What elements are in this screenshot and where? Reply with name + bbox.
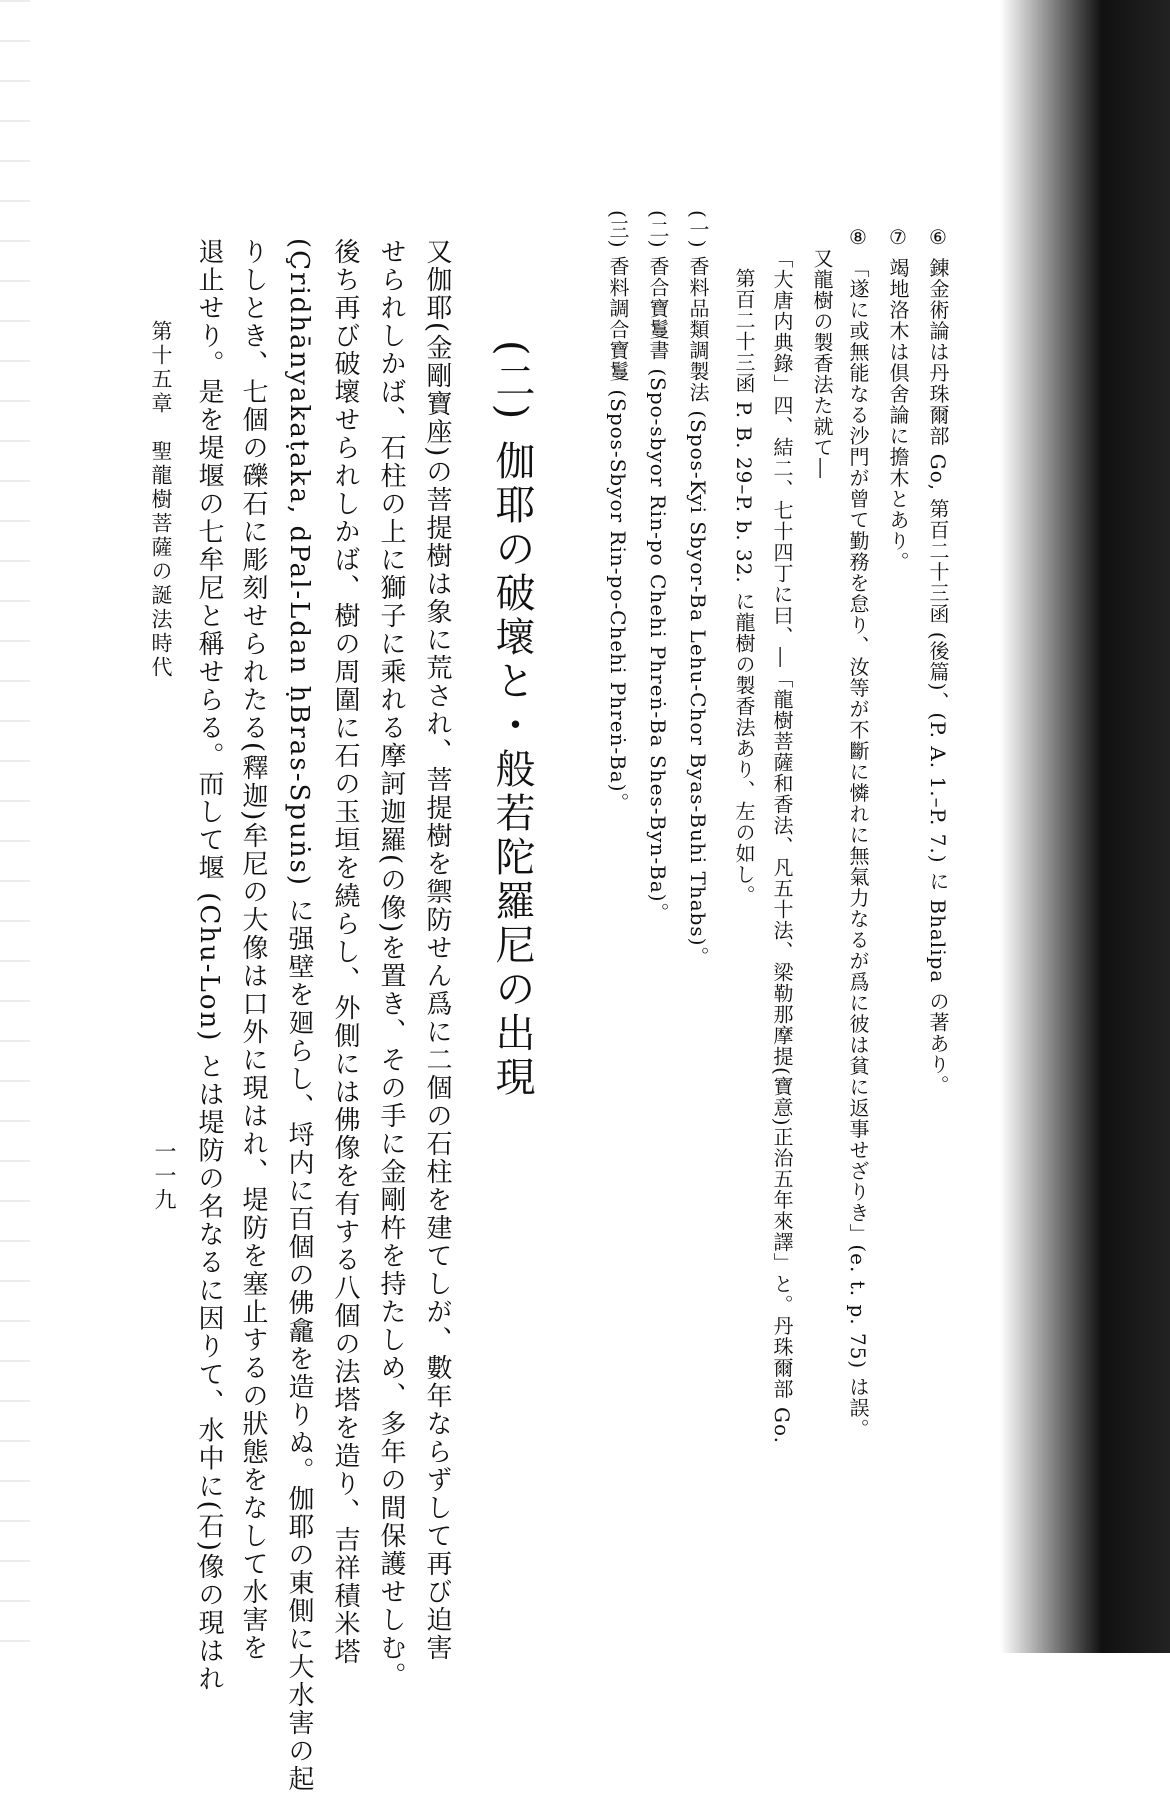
running-footer-chapter: 第十五章 聖龍樹菩薩の誕法時代 (149, 320, 173, 680)
body-line-4: (Çridhānyakaṭaka, dPal-Ldan ḥBras-Spuṅs) に强壁を廻らし、埒内に百個の佛龕を造りぬ。伽耶の東側に大水害の起 (284, 238, 314, 1793)
incense-title-1: (一) 香料品類調製法 (Spos-Kyi Sbyor-Ba Lehu-Chor Byas-Buhi Thabs)。 (686, 210, 710, 968)
body-line-6: 退止せり。是を堤堰の七牟尼と稱せらる。而して堰 (Chu-Lon) とは堤防の名なるに因りて、水中に(石)像の現はれ (194, 238, 224, 1693)
page-edge-shadow (0, 0, 30, 1653)
body-line-3: 後ち再び破壞せられしかば、樹の周圍に石の玉垣を繞らし、外側には佛像を有する八個の法塔を造り、吉祥積米塔 (330, 238, 360, 1666)
section-heading: (二) 伽耶の破壞と・般若陀羅尼の出現 (489, 340, 535, 1100)
note-6: ⑥ 錬金術論は丹珠爾部 Go, 第百二十三函 (後篇)、(P. A. 1.–P. 7.) に Bhalipa の著あり。 (926, 225, 950, 1096)
binding-shadow (1000, 0, 1170, 1653)
note-8-intro: 又龍樹の製香法た就て― (810, 248, 834, 479)
page-number: 一一九 (151, 1140, 176, 1212)
note-8: ⑧ 「遂に或無能なる沙門が曾て勤務を怠り、汝等が不斷に憐れに無氣力なるが爲に彼は貧に返事せざりき」(e. t. p. 75) は誤。 (846, 225, 870, 1440)
body-line-5: りしとき、七個の礫石に彫刻せられたる(釋迦)牟尼の大像は口外に現はれ、堤防を塞止するの狀態をなして水害を (238, 238, 268, 1663)
note-8-quote: 「大唐内典錄」四、結二、七十四丁に曰、―「龍樹菩薩和香法、凡五十法、梁勒那摩提(寶意)正治五年來譯」と。丹珠爾部 Go. (770, 248, 794, 1444)
note-8-ref: 第百二十三函 P. B. 29–P. b. 32. に龍樹の製香法あり、左の如し。 (732, 268, 756, 907)
incense-title-2: (二) 香合寶鬘書 (Spo-sbyor Rin-po Chehi Phreṅ-Ba Shes-Byn-Ba)。 (646, 210, 670, 924)
body-line-2: せられしかば、石柱の上に獅子に乘れる摩訶迦羅(の像)を置き、その手に金剛杵を持たしめ、多年の間保護せしむ。 (376, 238, 406, 1691)
note-7: ⑦ 竭地洛木は倶舍論に擔木とあり。 (886, 225, 910, 573)
incense-title-3: (三) 香料調合寶鬘 (Spos-Sbyor Rin-po-Chehi Phreṅ-Ba)。 (606, 210, 630, 814)
body-line-1: 又伽耶(金剛寶座)の菩提樹は象に荒され、菩提樹を禦防せん爲に二個の石柱を建てしが、數年ならずして再び迫害 (422, 238, 452, 1663)
